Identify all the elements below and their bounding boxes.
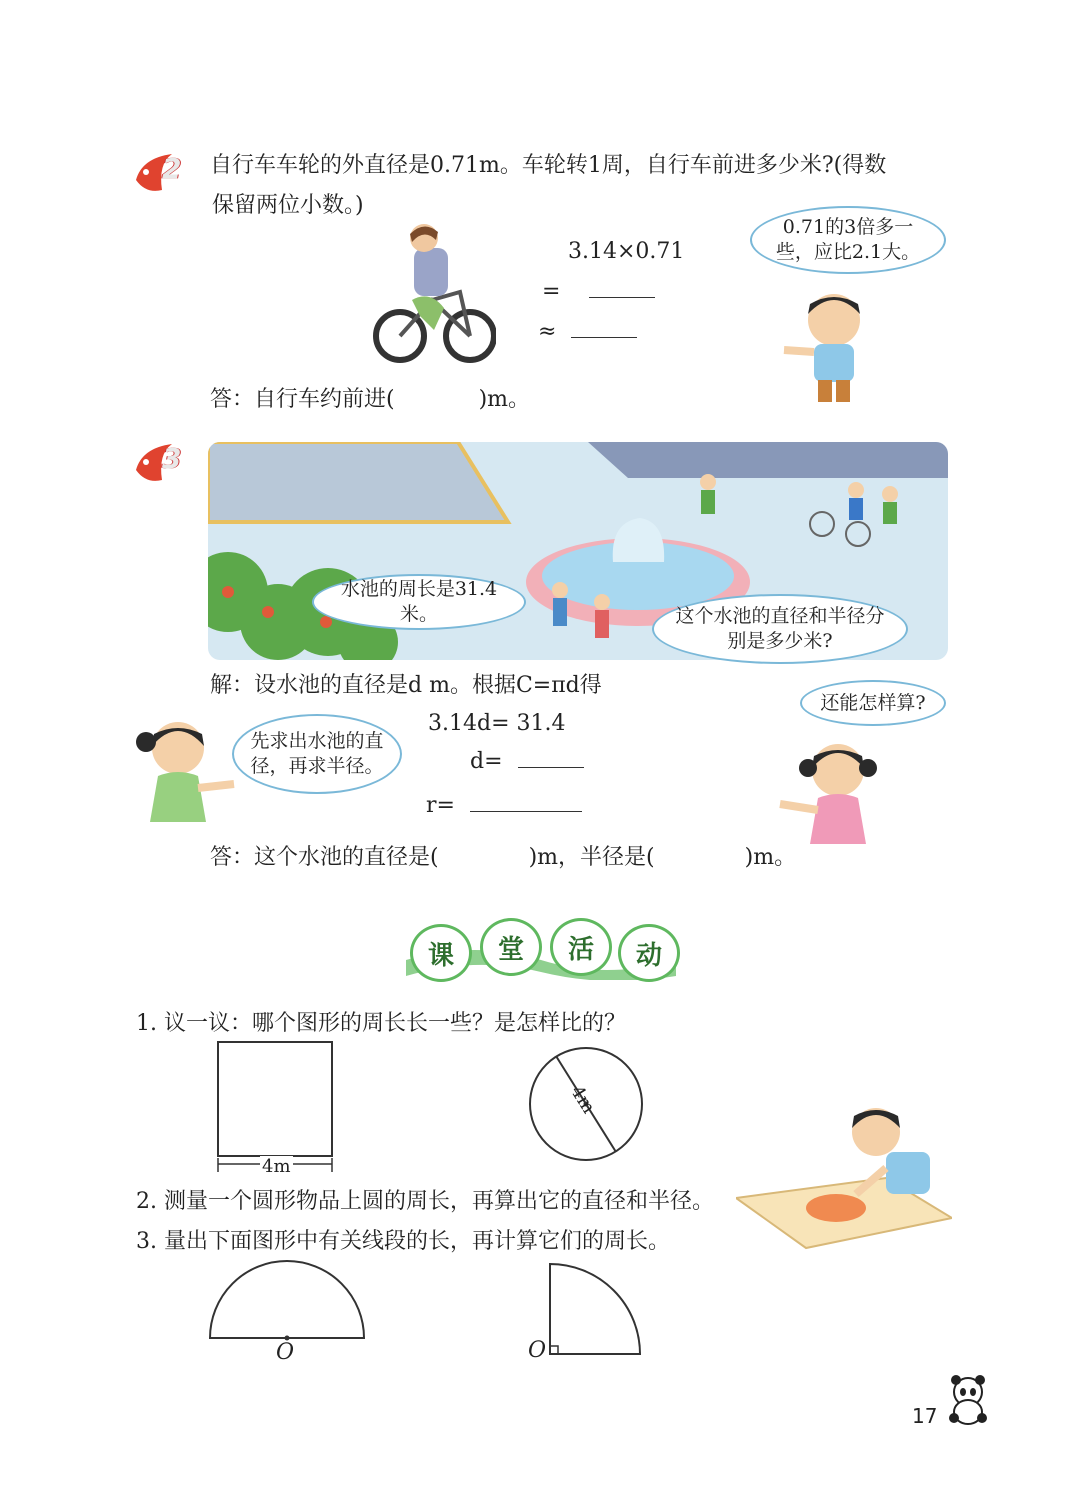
boy-illustration	[778, 290, 882, 406]
problem-3-answer-part2: )m，半径是(	[528, 845, 655, 870]
problem-2-badge	[132, 150, 194, 196]
pool-question-bubble	[652, 594, 908, 664]
activity-char-1: 课	[410, 924, 472, 982]
activity-item-1: 1. 议一议：哪个图形的周长长一些？是怎样比的？	[136, 1011, 626, 1036]
pool-question-text: 这个水池的直径和半径分别是多少米?	[675, 605, 885, 652]
pool-perimeter-bubble	[312, 574, 526, 630]
problem-3-badge	[132, 440, 194, 486]
problem-2-text-line1: 自行车车轮的外直径是0.71m。车轮转1周，自行车前进多少米?(得数	[210, 153, 887, 178]
calc-approx: ≈	[538, 319, 557, 344]
boy-bubble-text: 0.71的3倍多一些，应比2.1大。	[775, 216, 921, 263]
problem-3-answer-part3: )m。	[744, 845, 797, 870]
equation-3-label: r=	[426, 793, 455, 818]
solution-line: 解：设水池的直径是d m。根据C=πd得	[210, 673, 602, 698]
quarter-circle-center-label: O	[528, 1338, 547, 1363]
girl-right-bubble-text: 还能怎样算?	[820, 691, 926, 714]
activity-char-2: 堂	[480, 918, 542, 976]
panda-icon	[944, 1374, 992, 1426]
class-activity-header	[406, 918, 676, 988]
girl-right-bubble	[800, 680, 946, 726]
answer-blank-2[interactable]	[571, 336, 637, 338]
problem-number: 3	[162, 442, 182, 475]
girl-left-illustration	[134, 716, 238, 828]
answer-blank-1[interactable]	[589, 296, 655, 298]
quarter-circle-figure	[546, 1260, 646, 1360]
calc-line1: 3.14×0.71	[568, 239, 685, 264]
problem-2-answer-suffix: )m。	[478, 387, 531, 412]
girl-right-illustration	[774, 738, 882, 854]
boy-thought-bubble	[750, 206, 946, 274]
calc-equals: =	[542, 279, 561, 304]
equation-1: 3.14d= 31.4	[428, 711, 566, 736]
problem-number: 2	[162, 152, 182, 185]
activity-char-3: 活	[550, 918, 612, 976]
activity-item-3: 3. 量出下面图形中有关线段的长，再计算它们的周长。	[136, 1229, 670, 1254]
activity-item-2: 2. 测量一个圆形物品上圆的周长，再算出它的直径和半径。	[136, 1189, 714, 1214]
semicircle-center-label: O	[276, 1340, 295, 1365]
equation-2-label: d=	[470, 749, 503, 774]
bicycle-rider-illustration	[372, 220, 496, 366]
activity-char-4: 动	[618, 924, 680, 982]
girl-left-bubble-text: 先求出水池的直径，再求半径。	[250, 730, 384, 777]
circle-diameter-label: 4m	[566, 1082, 600, 1118]
problem-2-text-line2: 保留两位小数。)	[212, 193, 364, 218]
problem-3-answer-part1: 答：这个水池的直径是(	[210, 845, 439, 870]
pool-perimeter-text: 水池的周长是31.4米。	[340, 578, 498, 625]
boy-measuring-illustration	[736, 1098, 952, 1264]
page-number: 17	[912, 1404, 938, 1428]
diameter-blank[interactable]	[518, 766, 584, 768]
problem-2-answer-prefix: 答：自行车约前进(	[210, 387, 395, 412]
girl-left-bubble	[232, 714, 402, 794]
radius-blank[interactable]	[470, 810, 582, 812]
square-side-label: 4m	[262, 1156, 291, 1177]
semicircle-figure	[206, 1260, 368, 1346]
